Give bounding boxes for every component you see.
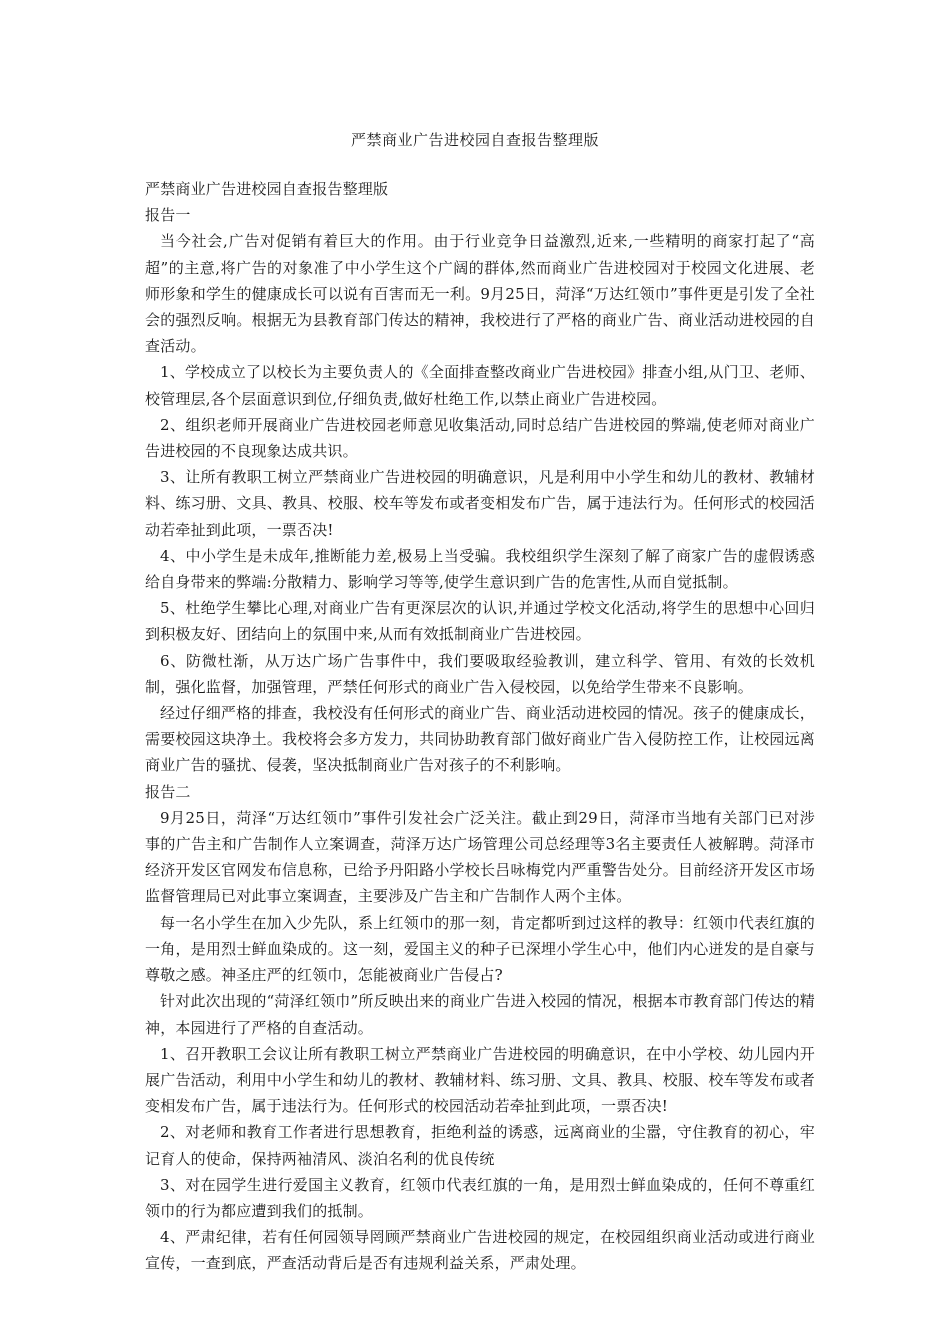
- body-paragraph: 当今社会,广告对促销有着巨大的作用。由于行业竞争日益激烈,近来,一些精明的商家打起了“高超”的主意,将广告的对象准了中小学生这个广阔的群体,然而商业广告进校园对于校园文化进展、老师形象和学生的健康成长可以说有百害而无一利。9月25日，菏泽“万达红领巾”事件更是引发了全社会的强烈反响。根据无为县教育部门传达的精神，我校进行了严格的商业广告、商业活动进校园的自查活动。: [145, 232, 815, 356]
- body-paragraph: 9月25日，菏泽“万达红领巾”事件引发社会广泛关注。截止到29日，菏泽市当地有关部门已对涉事的广告主和广告制作人立案调查，菏泽万达广场管理公司总经理等3名主要责任人被解聘。菏泽市经济开发区官网发布信息称，已给予丹阳路小学校长吕咏梅党内严重警告处分。目前经济开发区市场监督管理局已对此事立案调查，主要涉及广告主和广告制作人两个主体。: [145, 808, 815, 906]
- body-paragraph: 1、学校成立了以校长为主要负责人的《全面排查整改商业广告进校园》排查小组,从门卫、老师、校管理层,各个层面意识到位,仔细负责,做好杜绝工作,以禁止商业广告进校园。: [145, 363, 815, 408]
- body-paragraph: 每一名小学生在加入少先队，系上红领巾的那一刻，肯定都听到过这样的教导：红领巾代表红旗的一角，是用烈士鲜血染成的。这一刻，爱国主义的种子已深埋小学生心中，他们内心迸发的是自豪与尊敬之感。神圣庄严的红领巾，怎能被商业广告侵占?: [145, 913, 815, 985]
- document-title: 严禁商业广告进校园自查报告整理版: [350, 131, 599, 149]
- body-paragraph: 3、让所有教职工树立严禁商业广告进校园的明确意识，凡是利用中小学生和幼儿的教材、教辅材料、练习册、文具、教具、校服、校车等发布或者变相发布广告，属于违法行为。任何形式的校园活动若牵扯到此项，一票否决!: [145, 468, 815, 539]
- body-paragraph: 报告二: [145, 782, 191, 801]
- body-paragraph: 针对此次出现的“菏泽红领巾”所反映出来的商业广告进入校园的情况，根据本市教育部门传达的精神，本园进行了严格的自查活动。: [145, 992, 815, 1037]
- body-paragraph: 4、中小学生是未成年,推断能力差,极易上当受骗。我校组织学生深刻了解了商家广告的虚假诱惑给自身带来的弊端:分散精力、影响学习等等,使学生意识到广告的危害性,从而自觉抵制。: [145, 546, 815, 592]
- body-paragraph: 3、对在园学生进行爱国主义教育，红领巾代表红旗的一角，是用烈士鲜血染成的，任何不尊重红领巾的行为都应遭到我们的抵制。: [145, 1175, 815, 1220]
- document-body: [145, 176, 815, 1277]
- body-paragraph: 4、严肃纪律，若有任何园领导罔顾严禁商业广告进校园的规定，在校园组织商业活动或进行商业宣传，一查到底，严查活动背后是否有违规利益关系，严肃处理。: [145, 1228, 815, 1273]
- body-paragraph: 经过仔细严格的排查，我校没有任何形式的商业广告、商业活动进校园的情况。孩子的健康成长，需要校园这块净土。我校将会多方发力，共同协助教育部门做好商业广告入侵防控工作，让校园远离商业广告的骚扰、侵袭，坚决抵制商业广告对孩子的不利影响。: [145, 704, 815, 775]
- body-paragraph: 报告一: [145, 206, 191, 225]
- body-paragraph: 6、防微杜渐，从万达广场广告事件中，我们要吸取经验教训，建立科学、管用、有效的长效机制，强化监督，加强管理，严禁任何形式的商业广告入侵校园，以免给学生带来不良影响。: [145, 651, 815, 696]
- body-paragraph: 2、对老师和教育工作者进行思想教育，拒绝利益的诱惑，远离商业的尘嚣，守住教育的初心，牢记育人的使命，保持两袖清风、淡泊名利的优良传统: [145, 1123, 815, 1168]
- body-paragraph: 1、召开教职工会议让所有教职工树立严禁商业广告进校园的明确意识，在中小学校、幼儿园内开展广告活动，利用中小学生和幼儿的教材、教辅材料、练习册、文具、教具、校服、校车等发布或者变相发布广告，属于违法行为。任何形式的校园活动若牵扯到此项，一票否决!: [145, 1044, 815, 1116]
- body-paragraph: 5、杜绝学生攀比心理,对商业广告有更深层次的认识,并通过学校文化活动,将学生的思想中心回归到积极友好、团结向上的氛围中来,从而有效抵制商业广告进校园。: [145, 599, 815, 644]
- body-paragraph: 严禁商业广告进校园自查报告整理版: [145, 180, 389, 198]
- body-paragraph: 2、组织老师开展商业广告进校园老师意见收集活动,同时总结广告进校园的弊端,使老师对商业广告进校园的不良现象达成共识。: [145, 415, 815, 461]
